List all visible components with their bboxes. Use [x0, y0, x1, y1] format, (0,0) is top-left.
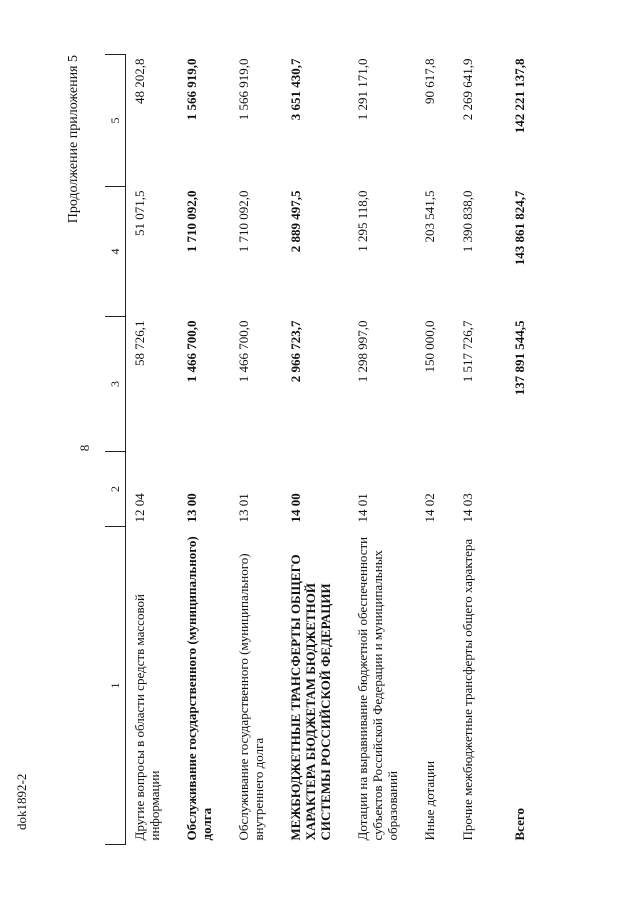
row-label: Всего: [512, 808, 527, 841]
row-code: 14 01: [355, 493, 370, 523]
row-value-5: 1 566 919,0: [184, 58, 199, 121]
row-label: Другие вопросы в области средств массовой информации: [132, 594, 162, 841]
row-value-3: 2 966 723,7: [288, 320, 303, 383]
column-header: 4: [105, 187, 126, 317]
row-value-4: 203 541,5: [422, 190, 437, 243]
row-code: 13 00: [184, 493, 199, 523]
row-value-5: 1 291 171,0: [355, 58, 370, 121]
table-row: [178, 55, 230, 845]
row-value-5: 1 566 919,0: [236, 58, 251, 121]
row-value-3: 1 298 997,0: [355, 320, 370, 383]
row-value-4: 2 889 497,5: [288, 190, 303, 253]
row-value-4: 1 390 838,0: [460, 190, 475, 253]
table-row: [230, 55, 282, 845]
row-code: 14 02: [422, 493, 437, 523]
row-code: 14 00: [288, 493, 303, 523]
row-label: Прочие межбюджетные трансферты общего характера: [460, 538, 475, 841]
row-label: Обслуживание государственного (муниципального) внутреннего долга: [236, 553, 266, 841]
row-value-5: 90 617,8: [422, 58, 437, 104]
page-number: 8: [77, 444, 92, 452]
table-header-row: [105, 55, 126, 845]
column-header: 5: [105, 55, 126, 187]
continuation-label: Продолжение приложения 5: [66, 55, 81, 224]
table-row: [126, 55, 179, 845]
row-value-4: 143 861 824,7: [512, 190, 527, 266]
row-value-3: 1 466 700,0: [236, 320, 251, 383]
row-value-5: 142 221 137,8: [512, 58, 527, 134]
row-label: МЕЖБЮДЖЕТНЫЕ ТРАНСФЕРТЫ ОБЩЕГО ХАРАКТЕРА БЮДЖЕТАМ БЮДЖЕТНОЙ СИСТЕМЫ РОССИЙСКОЙ ФЕДЕРАЦИИ: [288, 554, 333, 841]
row-value-4: 1 295 118,0: [355, 190, 370, 252]
table-row: [349, 55, 416, 845]
row-value-3: 58 726,1: [132, 320, 147, 366]
row-code: 14 03: [460, 493, 475, 523]
table-row-total: [506, 55, 548, 845]
column-header: 3: [105, 317, 126, 452]
column-header: 1: [105, 527, 126, 845]
row-value-4: 1 710 092,0: [184, 190, 199, 253]
row-label: Дотации на выравнивание бюджетной обеспеченности субъектов Российской Федерации и муниципальных образований: [355, 536, 400, 841]
document-code: dok1892-2: [14, 773, 29, 830]
row-value-3: 1 466 700,0: [184, 320, 199, 383]
row-value-5: 3 651 430,7: [288, 58, 303, 121]
row-label: Иные дотации: [422, 760, 437, 841]
row-code: 13 01: [236, 493, 251, 523]
row-value-5: 2 269 641,9: [460, 58, 475, 121]
table-row: [454, 55, 506, 845]
row-code: [506, 452, 548, 527]
row-value-3: 150 000,0: [422, 320, 437, 373]
row-value-4: 51 071,5: [132, 190, 147, 236]
row-code: 12 04: [132, 493, 147, 523]
row-value-4: 1 710 092,0: [236, 190, 251, 253]
table-row: [416, 55, 454, 845]
row-value-3: 137 891 544,5: [512, 320, 527, 396]
row-value-3: 1 517 726,7: [460, 320, 475, 383]
row-value-5: 48 202,8: [132, 58, 147, 104]
column-header: 2: [105, 452, 126, 527]
budget-table: [105, 54, 548, 845]
table-row: [282, 55, 349, 845]
row-label: Обслуживание государственного (муниципального) долга: [184, 536, 214, 841]
rotated-page-content: [65, 55, 535, 845]
